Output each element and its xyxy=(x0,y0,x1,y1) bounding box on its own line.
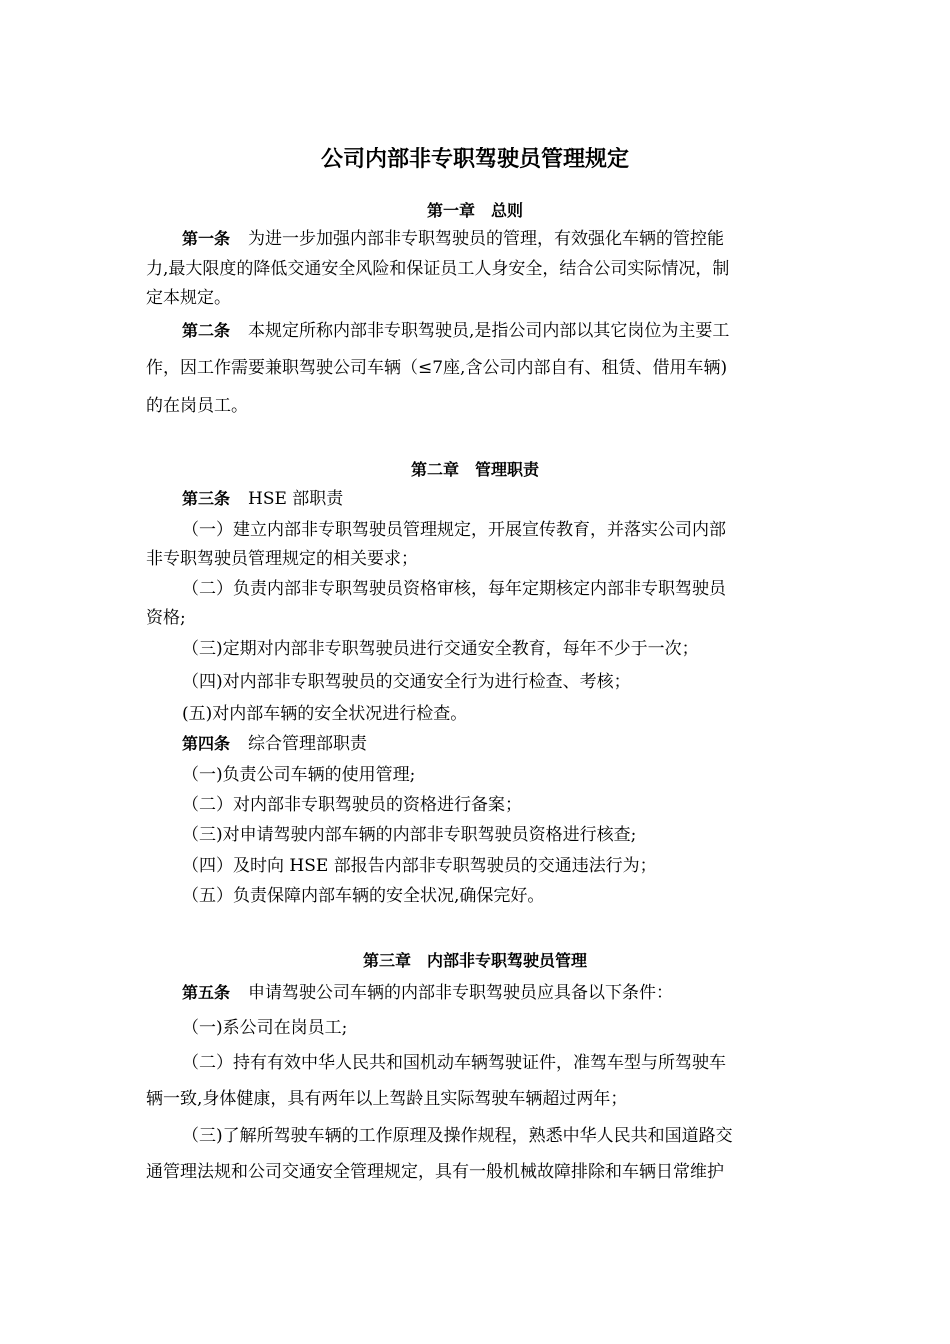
article-2-line-3: 的在岗员工。 xyxy=(146,396,248,416)
article-4-item-2: （二）对内部非专职驾驶员的资格进行备案； xyxy=(182,795,522,815)
article-5-item-2b: 辆一致,身体健康，具有两年以上驾龄且实际驾驶车辆超过两年； xyxy=(146,1089,628,1109)
article-3-item-2a: （二）负责内部非专职驾驶员资格审核，每年定期核定内部非专职驾驶员 xyxy=(182,579,726,599)
article-2-line-1: 第二条 本规定所称内部非专职驾驶员,是指公司内部以其它岗位为主要工 xyxy=(182,321,730,341)
chapter-2-heading: 第二章 管理职责 xyxy=(410,460,539,479)
article-4-line: 第四条 综合管理部职责 xyxy=(182,734,368,754)
chapter-1-heading: 第一章 总则 xyxy=(426,201,523,220)
article-2-label: 第二条 xyxy=(182,321,231,340)
article-5-item-2a: （二）持有有效中华人民共和国机动车辆驾驶证件，准驾车型与所驾驶车 xyxy=(182,1053,726,1073)
article-1-line-2: 力,最大限度的降低交通安全风险和保证员工人身安全，结合公司实际情况，制 xyxy=(146,259,730,279)
article-3-label: 第三条 xyxy=(182,489,231,508)
article-5-item-3b: 通管理法规和公司交通安全管理规定，具有一般机械故障排除和车辆日常维护 xyxy=(146,1162,724,1182)
article-4-item-1: （一)负责公司车辆的使用管理; xyxy=(182,765,416,785)
article-3-line: 第三条 HSE 部职责 xyxy=(182,489,344,509)
document-title: 公司内部非专职驾驶员管理规定 xyxy=(320,147,629,172)
article-3-item-5: (五)对内部车辆的安全状况进行检查。 xyxy=(182,704,468,724)
article-5-line: 第五条 申请驾驶公司车辆的内部非专职驾驶员应具备以下条件： xyxy=(182,983,674,1003)
article-5-item-1: （一)系公司在岗员工; xyxy=(182,1018,348,1038)
article-5-item-3a: （三)了解所驾驶车辆的工作原理及操作规程，熟悉中华人民共和国道路交 xyxy=(182,1126,733,1146)
article-3-item-4: （四)对内部非专职驾驶员的交通安全行为进行检查、考核； xyxy=(182,672,631,692)
article-4-label: 第四条 xyxy=(182,734,231,753)
article-4-item-4: （四）及时向 HSE 部报告内部非专职驾驶员的交通违法行为； xyxy=(182,856,657,876)
article-4-item-3: （三)对申请驾驶内部车辆的内部非专职驾驶员资格进行核查; xyxy=(182,825,637,845)
article-5-label: 第五条 xyxy=(182,983,231,1002)
article-3-item-2b: 资格; xyxy=(146,608,186,628)
article-1-line-1: 第一条 为进一步加强内部非专职驾驶员的管理，有效强化车辆的管控能 xyxy=(182,229,725,249)
article-4-item-5: （五）负责保障内部车辆的安全状况,确保完好。 xyxy=(182,886,545,906)
article-1-label: 第一条 xyxy=(182,229,231,248)
article-2-line-2: 作，因工作需要兼职驾驶公司车辆（≤7座,含公司内部自有、租赁、借用车辆) xyxy=(146,358,728,378)
chapter-3-heading: 第三章 内部非专职驾驶员管理 xyxy=(362,951,587,970)
article-3-item-3: （三)定期对内部非专职驾驶员进行交通安全教育，每年不少于一次； xyxy=(182,639,699,659)
article-3-item-1b: 非专职驾驶员管理规定的相关要求； xyxy=(146,549,418,569)
article-3-item-1a: （一）建立内部非专职驾驶员管理规定，开展宣传教育，并落实公司内部 xyxy=(182,520,726,540)
article-1-line-3: 定本规定。 xyxy=(146,288,231,308)
